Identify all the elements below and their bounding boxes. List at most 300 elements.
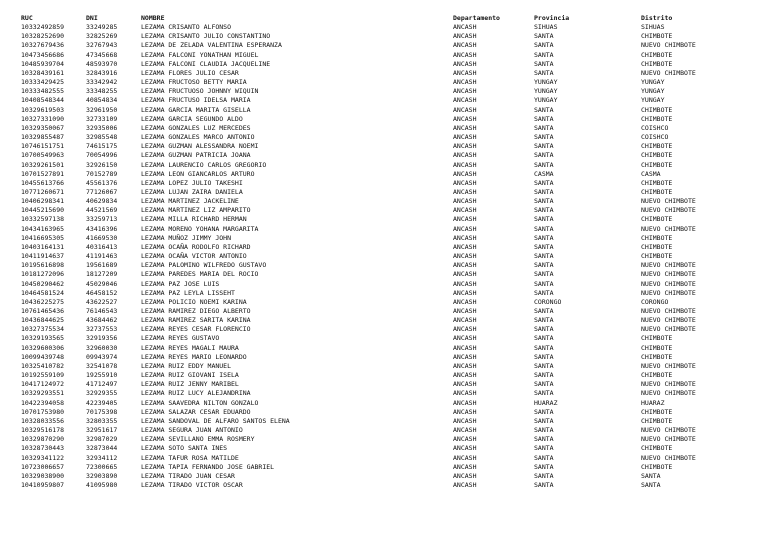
- table-row: [21, 435, 711, 444]
- cell-departamento: ANCASH: [453, 416, 477, 425]
- cell-ruc: 10416695305: [21, 233, 65, 242]
- table-row: [21, 243, 711, 252]
- table-row: [21, 270, 711, 279]
- cell-departamento: ANCASH: [453, 307, 477, 315]
- cell-provincia: SANTA: [534, 471, 554, 480]
- cell-distrito: CHIMBOTE: [641, 50, 673, 59]
- cell-ruc: 10332597138: [21, 215, 65, 224]
- cell-provincia: SANTA: [534, 352, 554, 361]
- cell-provincia: SANTA: [534, 215, 554, 224]
- cell-nombre: LEZAMA RUIZ GIOVANI ISELA: [141, 371, 239, 380]
- cell-provincia: SANTA: [534, 444, 554, 453]
- cell-ruc: 10329193565: [21, 334, 65, 343]
- cell-provincia: YUNGAY: [534, 96, 558, 105]
- cell-distrito: NUEVO CHIMBOTE: [641, 325, 696, 334]
- cell-provincia: HUARAZ: [534, 398, 558, 407]
- cell-nombre: LEZAMA MILLA RICHARD HERMAN: [141, 215, 247, 224]
- cell-distrito: CHIMBOTE: [641, 416, 673, 425]
- cell-dni: 72300665: [86, 462, 118, 471]
- cell-dni: 18127209: [86, 270, 118, 279]
- cell-provincia: SANTA: [534, 462, 554, 471]
- cell-dni: 32987029: [86, 435, 118, 444]
- cell-nombre: LEZAMA CRISANTO ALFONSO: [141, 23, 232, 32]
- cell-dni: 09943974: [86, 352, 118, 361]
- cell-provincia: SANTA: [534, 142, 554, 151]
- cell-distrito: CHIMBOTE: [641, 352, 673, 361]
- cell-ruc: 10701753980: [21, 407, 65, 416]
- cell-nombre: LEZAMA FALCONI CLAUDIA JACQUELINE: [141, 59, 271, 68]
- table-row: [21, 234, 711, 243]
- cell-nombre: LEZAMA SANDOVAL DE ALFARO SANTOS ELENA: [141, 416, 290, 425]
- cell-dni: 44521569: [86, 206, 118, 215]
- cell-dni: 41669530: [86, 233, 118, 242]
- cell-departamento: ANCASH: [453, 32, 477, 41]
- cell-dni: 32825269: [86, 32, 118, 41]
- cell-nombre: LEZAMA REYES GUSTAVO: [141, 334, 220, 343]
- cell-ruc: 10408548344: [21, 96, 65, 105]
- cell-dni: 46458152: [86, 288, 118, 297]
- cell-nombre: LEZAMA CRISANTO JULIO CONSTANTINO: [141, 32, 271, 41]
- cell-dni: 32737553: [86, 325, 118, 334]
- cell-nombre: LEZAMA PALOMINO WILFREDO GUSTAVO: [141, 261, 267, 270]
- cell-ruc: 10328252690: [21, 32, 65, 41]
- cell-nombre: LEZAMA PAZ JOSE LUIS: [141, 279, 220, 288]
- cell-provincia: SANTA: [534, 68, 554, 77]
- cell-dni: 76146543: [86, 307, 118, 315]
- cell-dni: 48593970: [86, 59, 118, 68]
- cell-dni: 43622527: [86, 297, 118, 306]
- cell-distrito: CORONGO: [641, 297, 669, 306]
- cell-distrito: CHIMBOTE: [641, 105, 673, 114]
- cell-distrito: CHIMBOTE: [641, 233, 673, 242]
- table-row: [21, 23, 711, 32]
- cell-provincia: SANTA: [534, 343, 554, 352]
- cell-departamento: ANCASH: [453, 187, 477, 196]
- cell-departamento: ANCASH: [453, 206, 477, 215]
- cell-distrito: CHIMBOTE: [641, 334, 673, 343]
- cell-nombre: LEZAMA SAAVEDRA NILTON GONZALO: [141, 398, 259, 407]
- cell-nombre: LEZAMA GUZMAN PATRICIA JOANA: [141, 151, 251, 160]
- table-row: [21, 307, 711, 316]
- cell-departamento: ANCASH: [453, 389, 477, 398]
- cell-provincia: SANTA: [534, 453, 554, 462]
- table-row: [21, 389, 711, 398]
- cell-nombre: LEZAMA SEGURA JUAN ANTONIO: [141, 426, 243, 435]
- cell-dni: 33348255: [86, 87, 118, 96]
- cell-ruc: 10329600306: [21, 343, 65, 352]
- cell-distrito: CHIMBOTE: [641, 187, 673, 196]
- cell-ruc: 10450290462: [21, 279, 65, 288]
- cell-dni: 32873044: [86, 444, 118, 453]
- cell-nombre: LEZAMA TIRADO VICTOR OSCAR: [141, 480, 243, 489]
- cell-nombre: LEZAMA RUIZ JENNY MARIBEL: [141, 380, 239, 389]
- cell-nombre: LEZAMA FLORES JULIO CESAR: [141, 68, 239, 77]
- cell-ruc: 10761465436: [21, 307, 65, 315]
- table-row: [21, 60, 711, 69]
- cell-departamento: ANCASH: [453, 68, 477, 77]
- cell-distrito: CHIMBOTE: [641, 343, 673, 352]
- header-nombre: NOMBRE: [141, 14, 165, 22]
- cell-distrito: COISHCO: [641, 133, 669, 142]
- cell-departamento: ANCASH: [453, 96, 477, 105]
- table-row: [21, 41, 711, 50]
- cell-nombre: LEZAMA SEVILLANO EMMA ROSMERY: [141, 435, 255, 444]
- cell-ruc: 10411914637: [21, 252, 65, 261]
- table-row: [21, 344, 711, 353]
- cell-provincia: SANTA: [534, 105, 554, 114]
- table-row: [21, 417, 711, 426]
- cell-dni: 41712497: [86, 380, 118, 389]
- table-row: [21, 289, 711, 298]
- cell-dni: 40316413: [86, 242, 118, 251]
- table-row: [21, 115, 711, 124]
- cell-distrito: NUEVO CHIMBOTE: [641, 41, 696, 50]
- cell-departamento: ANCASH: [453, 471, 477, 480]
- table-row: [21, 215, 711, 224]
- cell-provincia: SANTA: [534, 288, 554, 297]
- table-row: [21, 142, 711, 151]
- table-row: [21, 399, 711, 408]
- cell-dni: 43416396: [86, 224, 118, 233]
- cell-dni: 32767943: [86, 41, 118, 50]
- cell-departamento: ANCASH: [453, 462, 477, 471]
- cell-dni: 32803355: [86, 416, 118, 425]
- cell-ruc: 10771260671: [21, 187, 65, 196]
- cell-dni: 33342942: [86, 78, 118, 87]
- cell-dni: 41191463: [86, 252, 118, 261]
- table-row: [21, 472, 711, 481]
- cell-nombre: LEZAMA REYES CESAR FLORENCIO: [141, 325, 251, 334]
- cell-nombre: LEZAMA LAURENCIO CARLOS GREGORIO: [141, 160, 267, 169]
- cell-provincia: SANTA: [534, 224, 554, 233]
- cell-provincia: SANTA: [534, 334, 554, 343]
- cell-ruc: 10325410782: [21, 361, 65, 370]
- table-row: [21, 334, 711, 343]
- cell-nombre: LEZAMA LOPEZ JULIO TAKESHI: [141, 178, 243, 187]
- cell-dni: 32935006: [86, 123, 118, 132]
- cell-dni: 32733109: [86, 114, 118, 123]
- cell-dni: 32960030: [86, 343, 118, 352]
- cell-departamento: ANCASH: [453, 242, 477, 251]
- cell-ruc: 10485939704: [21, 59, 65, 68]
- cell-ruc: 10329341122: [21, 453, 65, 462]
- cell-distrito: CHIMBOTE: [641, 242, 673, 251]
- cell-distrito: NUEVO CHIMBOTE: [641, 316, 696, 325]
- cell-ruc: 10417124972: [21, 380, 65, 389]
- table-row: [21, 225, 711, 234]
- table-header-row: [21, 14, 711, 23]
- cell-nombre: LEZAMA POLICIO NOEMI KARINA: [141, 297, 247, 306]
- cell-provincia: CORONGO: [534, 297, 562, 306]
- cell-ruc: 10192559109: [21, 371, 65, 380]
- cell-ruc: 10329261501: [21, 160, 65, 169]
- cell-distrito: CHIMBOTE: [641, 142, 673, 151]
- cell-departamento: ANCASH: [453, 197, 477, 206]
- cell-nombre: LEZAMA OCAÑA VICTOR ANTONIO: [141, 252, 247, 261]
- cell-nombre: LEZAMA GONZALES MARCO ANTONIO: [141, 133, 255, 142]
- cell-nombre: LEZAMA SALAZAR CESAR EDUARDO: [141, 407, 251, 416]
- cell-distrito: CHIMBOTE: [641, 462, 673, 471]
- table-row: [21, 463, 711, 472]
- cell-ruc: 10333482555: [21, 87, 65, 96]
- cell-departamento: ANCASH: [453, 178, 477, 187]
- cell-distrito: CHIMBOTE: [641, 160, 673, 169]
- cell-distrito: YUNGAY: [641, 87, 665, 96]
- cell-distrito: CHIMBOTE: [641, 215, 673, 224]
- cell-dni: 32929355: [86, 389, 118, 398]
- cell-provincia: SANTA: [534, 361, 554, 370]
- cell-distrito: NUEVO CHIMBOTE: [641, 435, 696, 444]
- cell-departamento: ANCASH: [453, 123, 477, 132]
- cell-provincia: SANTA: [534, 435, 554, 444]
- cell-nombre: LEZAMA MARTINEZ JACKELINE: [141, 197, 239, 206]
- cell-provincia: SANTA: [534, 252, 554, 261]
- cell-ruc: 10329350067: [21, 123, 65, 132]
- cell-nombre: LEZAMA MUÑOZ JIMMY JOHN: [141, 233, 232, 242]
- cell-ruc: 10455613766: [21, 178, 65, 187]
- cell-departamento: ANCASH: [453, 435, 477, 444]
- cell-distrito: CHIMBOTE: [641, 114, 673, 123]
- cell-distrito: NUEVO CHIMBOTE: [641, 380, 696, 389]
- cell-provincia: SANTA: [534, 279, 554, 288]
- header-ruc: RUC: [21, 14, 33, 22]
- table-row: [21, 454, 711, 463]
- cell-departamento: ANCASH: [453, 361, 477, 370]
- cell-distrito: SANTA: [641, 480, 661, 489]
- cell-departamento: ANCASH: [453, 316, 477, 325]
- cell-distrito: CHIMBOTE: [641, 444, 673, 453]
- cell-distrito: NUEVO CHIMBOTE: [641, 389, 696, 398]
- header-distrito: Distrito: [641, 14, 673, 22]
- cell-ruc: 10329855487: [21, 133, 65, 142]
- cell-ruc: 10328730443: [21, 444, 65, 453]
- cell-ruc: 10410959807: [21, 480, 65, 489]
- table-row: [21, 69, 711, 78]
- header-dni: DNI: [86, 14, 98, 22]
- cell-provincia: SANTA: [534, 380, 554, 389]
- cell-departamento: ANCASH: [453, 407, 477, 416]
- cell-distrito: SANTA: [641, 471, 661, 480]
- cell-nombre: LEZAMA OCAÑA RODOLFO RICHARD: [141, 242, 251, 251]
- cell-distrito: CHIMBOTE: [641, 407, 673, 416]
- cell-ruc: 10328033556: [21, 416, 65, 425]
- cell-provincia: SANTA: [534, 41, 554, 50]
- cell-nombre: LEZAMA MORENO YOHANA MARGARITA: [141, 224, 259, 233]
- cell-dni: 32934112: [86, 453, 118, 462]
- cell-ruc: 10701527891: [21, 169, 65, 178]
- cell-ruc: 10181272096: [21, 270, 65, 279]
- contributors-table: [21, 14, 711, 490]
- cell-distrito: CHIMBOTE: [641, 252, 673, 261]
- cell-departamento: ANCASH: [453, 279, 477, 288]
- table-row: [21, 87, 711, 96]
- cell-nombre: LEZAMA TAPIA FERNANDO JOSE GABRIEL: [141, 462, 275, 471]
- cell-provincia: SANTA: [534, 123, 554, 132]
- cell-departamento: ANCASH: [453, 114, 477, 123]
- cell-dni: 33259713: [86, 215, 118, 224]
- cell-ruc: 10406298341: [21, 197, 65, 206]
- cell-distrito: CHIMBOTE: [641, 32, 673, 41]
- cell-ruc: 10329038900: [21, 471, 65, 480]
- cell-dni: 19255910: [86, 371, 118, 380]
- cell-dni: 70152789: [86, 169, 118, 178]
- cell-provincia: SANTA: [534, 270, 554, 279]
- cell-provincia: SANTA: [534, 242, 554, 251]
- cell-nombre: LEZAMA LEON GIANCARLOS ARTURO: [141, 169, 255, 178]
- cell-ruc: 10329619503: [21, 105, 65, 114]
- cell-departamento: ANCASH: [453, 334, 477, 343]
- cell-ruc: 10329293551: [21, 389, 65, 398]
- cell-distrito: YUNGAY: [641, 96, 665, 105]
- cell-distrito: YUNGAY: [641, 78, 665, 87]
- table-row: [21, 161, 711, 170]
- cell-ruc: 10464581524: [21, 288, 65, 297]
- table-row: [21, 426, 711, 435]
- cell-ruc: 10403164131: [21, 242, 65, 251]
- table-row: [21, 252, 711, 261]
- cell-nombre: LEZAMA LUJAN ZAIRA DANIELA: [141, 187, 243, 196]
- cell-nombre: LEZAMA FALCONI YONATHAN MIGUEL: [141, 50, 259, 59]
- table-row: [21, 316, 711, 325]
- table-row: [21, 96, 711, 105]
- cell-distrito: NUEVO CHIMBOTE: [641, 224, 696, 233]
- cell-provincia: CASMA: [534, 169, 554, 178]
- header-departamento: Departamento: [453, 14, 500, 22]
- cell-departamento: ANCASH: [453, 343, 477, 352]
- cell-nombre: LEZAMA FRUCTUSO IDELSA MARIA: [141, 96, 251, 105]
- cell-provincia: SANTA: [534, 187, 554, 196]
- cell-nombre: LEZAMA GARCIA MARITA GISELLA: [141, 105, 251, 114]
- cell-departamento: ANCASH: [453, 270, 477, 279]
- table-row: [21, 325, 711, 334]
- cell-departamento: ANCASH: [453, 352, 477, 361]
- cell-provincia: SANTA: [534, 206, 554, 215]
- cell-distrito: CHIMBOTE: [641, 59, 673, 68]
- cell-provincia: SANTA: [534, 178, 554, 187]
- cell-departamento: ANCASH: [453, 398, 477, 407]
- cell-distrito: NUEVO CHIMBOTE: [641, 453, 696, 462]
- cell-provincia: SANTA: [534, 50, 554, 59]
- cell-departamento: ANCASH: [453, 288, 477, 297]
- table-row: [21, 124, 711, 133]
- cell-departamento: ANCASH: [453, 261, 477, 270]
- cell-ruc: 10436844625: [21, 316, 65, 325]
- cell-provincia: SANTA: [534, 261, 554, 270]
- cell-departamento: ANCASH: [453, 453, 477, 462]
- cell-nombre: LEZAMA RUIZ EDDY MANUEL: [141, 361, 232, 370]
- cell-distrito: NUEVO CHIMBOTE: [641, 68, 696, 77]
- cell-distrito: NUEVO CHIMBOTE: [641, 270, 696, 279]
- cell-nombre: LEZAMA FRUCTOSO BETTY MARIA: [141, 78, 247, 87]
- cell-distrito: NUEVO CHIMBOTE: [641, 279, 696, 288]
- cell-dni: 32985548: [86, 133, 118, 142]
- cell-provincia: SANTA: [534, 160, 554, 169]
- table-row: [21, 261, 711, 270]
- cell-provincia: SANTA: [534, 133, 554, 142]
- cell-ruc: 10099439748: [21, 352, 65, 361]
- cell-ruc: 10329870290: [21, 435, 65, 444]
- cell-distrito: CHIMBOTE: [641, 151, 673, 160]
- cell-departamento: ANCASH: [453, 59, 477, 68]
- cell-distrito: CHIMBOTE: [641, 371, 673, 380]
- cell-nombre: LEZAMA PAREDES MARIA DEL ROCIO: [141, 270, 259, 279]
- cell-dni: 32843916: [86, 68, 118, 77]
- cell-provincia: SANTA: [534, 426, 554, 435]
- cell-departamento: ANCASH: [453, 142, 477, 151]
- cell-distrito: COISHCO: [641, 123, 669, 132]
- cell-nombre: LEZAMA TIRADO JUAN CESAR: [141, 471, 235, 480]
- cell-distrito: NUEVO CHIMBOTE: [641, 261, 696, 270]
- cell-ruc: 10436225275: [21, 297, 65, 306]
- cell-departamento: ANCASH: [453, 233, 477, 242]
- cell-ruc: 10473456686: [21, 50, 65, 59]
- cell-nombre: LEZAMA SOTO SANTA INES: [141, 444, 228, 453]
- cell-provincia: SANTA: [534, 59, 554, 68]
- cell-distrito: CHIMBOTE: [641, 178, 673, 187]
- cell-nombre: LEZAMA DE ZELADA VALENTINA ESPERANZA: [141, 41, 282, 50]
- cell-provincia: SANTA: [534, 233, 554, 242]
- cell-nombre: LEZAMA REYES MARIO LEONARDO: [141, 352, 247, 361]
- table-row: [21, 78, 711, 87]
- table-row: [21, 170, 711, 179]
- cell-provincia: SANTA: [534, 316, 554, 325]
- table-row: [21, 197, 711, 206]
- cell-departamento: ANCASH: [453, 224, 477, 233]
- cell-provincia: YUNGAY: [534, 78, 558, 87]
- table-row: [21, 151, 711, 160]
- table-row: [21, 51, 711, 60]
- cell-provincia: SANTA: [534, 325, 554, 334]
- cell-ruc: 10329516178: [21, 426, 65, 435]
- cell-departamento: ANCASH: [453, 371, 477, 380]
- cell-dni: 42239405: [86, 398, 118, 407]
- table-row: [21, 32, 711, 41]
- cell-distrito: NUEVO CHIMBOTE: [641, 307, 696, 315]
- cell-provincia: SANTA: [534, 197, 554, 206]
- table-row: [21, 408, 711, 417]
- cell-distrito: NUEVO CHIMBOTE: [641, 206, 696, 215]
- cell-departamento: ANCASH: [453, 41, 477, 50]
- cell-departamento: ANCASH: [453, 480, 477, 489]
- cell-dni: 70054996: [86, 151, 118, 160]
- cell-ruc: 10700549963: [21, 151, 65, 160]
- table-body: [21, 23, 711, 490]
- cell-ruc: 10332492859: [21, 23, 65, 32]
- cell-departamento: ANCASH: [453, 426, 477, 435]
- cell-nombre: LEZAMA GARCIA SEGUNDO ALDO: [141, 114, 243, 123]
- cell-provincia: SANTA: [534, 32, 554, 41]
- cell-ruc: 10445215690: [21, 206, 65, 215]
- cell-dni: 32951617: [86, 426, 118, 435]
- cell-provincia: SANTA: [534, 480, 554, 489]
- table-row: [21, 362, 711, 371]
- cell-nombre: LEZAMA RAMIREZ SARITA KARINA: [141, 316, 251, 325]
- cell-dni: 40629834: [86, 197, 118, 206]
- table-row: [21, 133, 711, 142]
- cell-dni: 32903890: [86, 471, 118, 480]
- cell-departamento: ANCASH: [453, 105, 477, 114]
- cell-distrito: NUEVO CHIMBOTE: [641, 426, 696, 435]
- cell-nombre: LEZAMA FRUCTUOSO JOHNNY WIQUIN: [141, 87, 259, 96]
- cell-ruc: 10327375534: [21, 325, 65, 334]
- cell-departamento: ANCASH: [453, 160, 477, 169]
- cell-ruc: 10327331090: [21, 114, 65, 123]
- cell-dni: 40854834: [86, 96, 118, 105]
- cell-distrito: NUEVO CHIMBOTE: [641, 361, 696, 370]
- cell-provincia: YUNGAY: [534, 87, 558, 96]
- cell-dni: 32919356: [86, 334, 118, 343]
- cell-dni: 77126067: [86, 187, 118, 196]
